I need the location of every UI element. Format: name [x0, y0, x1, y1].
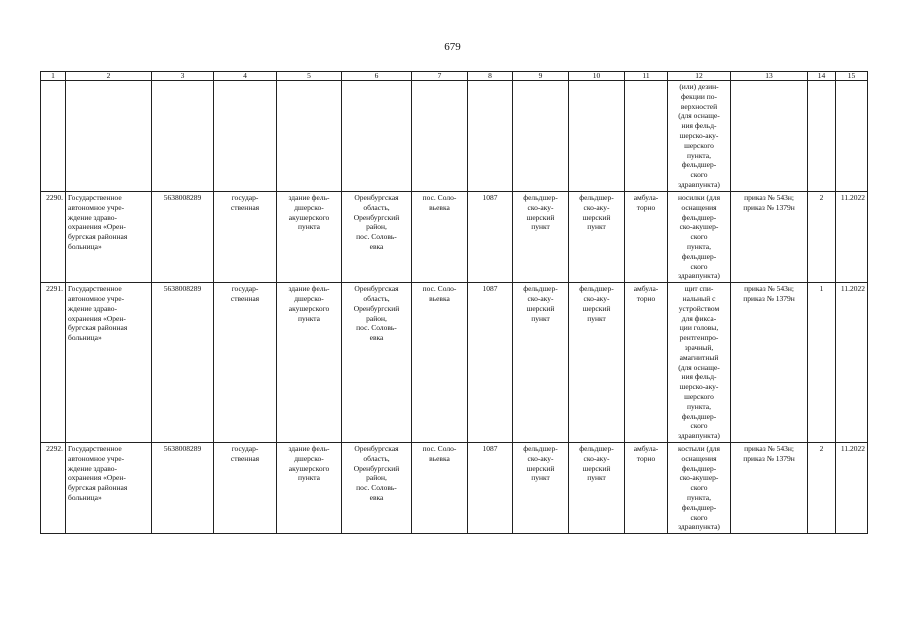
settlement-cell: пос. Соло- вьевка	[412, 192, 468, 283]
column-header: 12	[668, 72, 731, 81]
quantity-cell: 2	[808, 192, 836, 283]
address-cell: Оренбургская область, Оренбургский район, пос. Соловь- евка	[342, 192, 412, 283]
column-header: 7	[412, 72, 468, 81]
population-cell: 1087	[468, 283, 513, 443]
quantity-cell: 2	[808, 442, 836, 533]
quantity-cell: 1	[808, 283, 836, 443]
inn-cell: 5638008289	[152, 192, 214, 283]
unit-type-cell: фельдшер- ско-аку- шерский пункт	[569, 192, 625, 283]
equipment-cell: носилки (для оснащения фельдшер- ско-акушер- ского пункта, фельдшер- ского здравпункта)	[668, 192, 731, 283]
row-number: 2292.	[41, 442, 66, 533]
unit-type-cell: фельдшер- ско-аку- шерский пункт	[513, 283, 569, 443]
ownership-cell: государ- ственная	[214, 192, 277, 283]
order-cell: приказ № 543н; приказ № 1379н	[731, 283, 808, 443]
address-cell: Оренбургская область, Оренбургский район, пос. Соловь- евка	[342, 442, 412, 533]
equipment-cell: костыли (для оснащения фельдшер- ско-акушер- ского пункта, фельдшер- ского здравпункта)	[668, 442, 731, 533]
unit-type-cell: фельдшер- ско-аку- шерский пункт	[569, 283, 625, 443]
date-cell: 11.2022	[836, 442, 868, 533]
table-row	[41, 283, 868, 443]
care-form-cell: амбула- торно	[625, 283, 668, 443]
unit-type-cell: фельдшер- ско-аку- шерский пункт	[569, 442, 625, 533]
date-cell: 11.2022	[836, 192, 868, 283]
unit-type-cell: фельдшер- ско-аку- шерский пункт	[513, 442, 569, 533]
column-header: 15	[836, 72, 868, 81]
care-form-cell: амбула- торно	[625, 442, 668, 533]
column-header: 6	[342, 72, 412, 81]
column-header: 8	[468, 72, 513, 81]
table-row	[41, 192, 868, 283]
inn-cell: 5638008289	[152, 442, 214, 533]
building-cell: здание фель- дшерско- акушерского пункта	[277, 442, 342, 533]
row-number: 2290.	[41, 192, 66, 283]
table-row	[41, 442, 868, 533]
order-cell: приказ № 543н; приказ № 1379н	[731, 192, 808, 283]
column-header: 3	[152, 72, 214, 81]
settlement-cell: пос. Соло- вьевка	[412, 283, 468, 443]
address-cell: Оренбургская область, Оренбургский район, пос. Соловь- евка	[342, 283, 412, 443]
ownership-cell: государ- ственная	[214, 442, 277, 533]
population-cell: 1087	[468, 192, 513, 283]
row-number: 2291.	[41, 283, 66, 443]
column-header: 1	[41, 72, 66, 81]
column-header: 4	[214, 72, 277, 81]
organization-cell: Государственное автономное учре- ждение здраво- охранения «Орен- бургская районная больница»	[66, 192, 152, 283]
column-header: 5	[277, 72, 342, 81]
column-header: 11	[625, 72, 668, 81]
settlement-cell: пос. Соло- вьевка	[412, 442, 468, 533]
equipment-cell: (или) дезин- фекции по- верхностей (для оснаще- ния фельд- шерско-аку- шерского пункта, фельдшер- ского здравпункта)	[668, 81, 731, 192]
inn-cell: 5638008289	[152, 283, 214, 443]
organization-cell: Государственное автономное учре- ждение здраво- охранения «Орен- бургская районная больница»	[66, 283, 152, 443]
population-cell: 1087	[468, 442, 513, 533]
column-header: 14	[808, 72, 836, 81]
column-header: 2	[66, 72, 152, 81]
column-header: 9	[513, 72, 569, 81]
continuation-row	[41, 81, 868, 192]
page-number: 679	[444, 41, 461, 53]
unit-type-cell: фельдшер- ско-аку- шерский пункт	[513, 192, 569, 283]
organization-cell: Государственное автономное учре- ждение здраво- охранения «Орен- бургская районная больница»	[66, 442, 152, 533]
column-header: 13	[731, 72, 808, 81]
header-row	[41, 72, 868, 81]
care-form-cell: амбула- торно	[625, 192, 668, 283]
registry-table	[40, 71, 868, 534]
order-cell: приказ № 543н; приказ № 1379н	[731, 442, 808, 533]
building-cell: здание фель- дшерско- акушерского пункта	[277, 283, 342, 443]
equipment-cell: щит спи- нальный с устройством для фикса- ции головы, рентгенпро- зрачный, амагнитный (для оснаще- ния фельд- шерско-аку- шерского пункта, фельдшер- ского здравпункта)	[668, 283, 731, 443]
ownership-cell: государ- ственная	[214, 283, 277, 443]
date-cell: 11.2022	[836, 283, 868, 443]
building-cell: здание фель- дшерско- акушерского пункта	[277, 192, 342, 283]
column-header: 10	[569, 72, 625, 81]
